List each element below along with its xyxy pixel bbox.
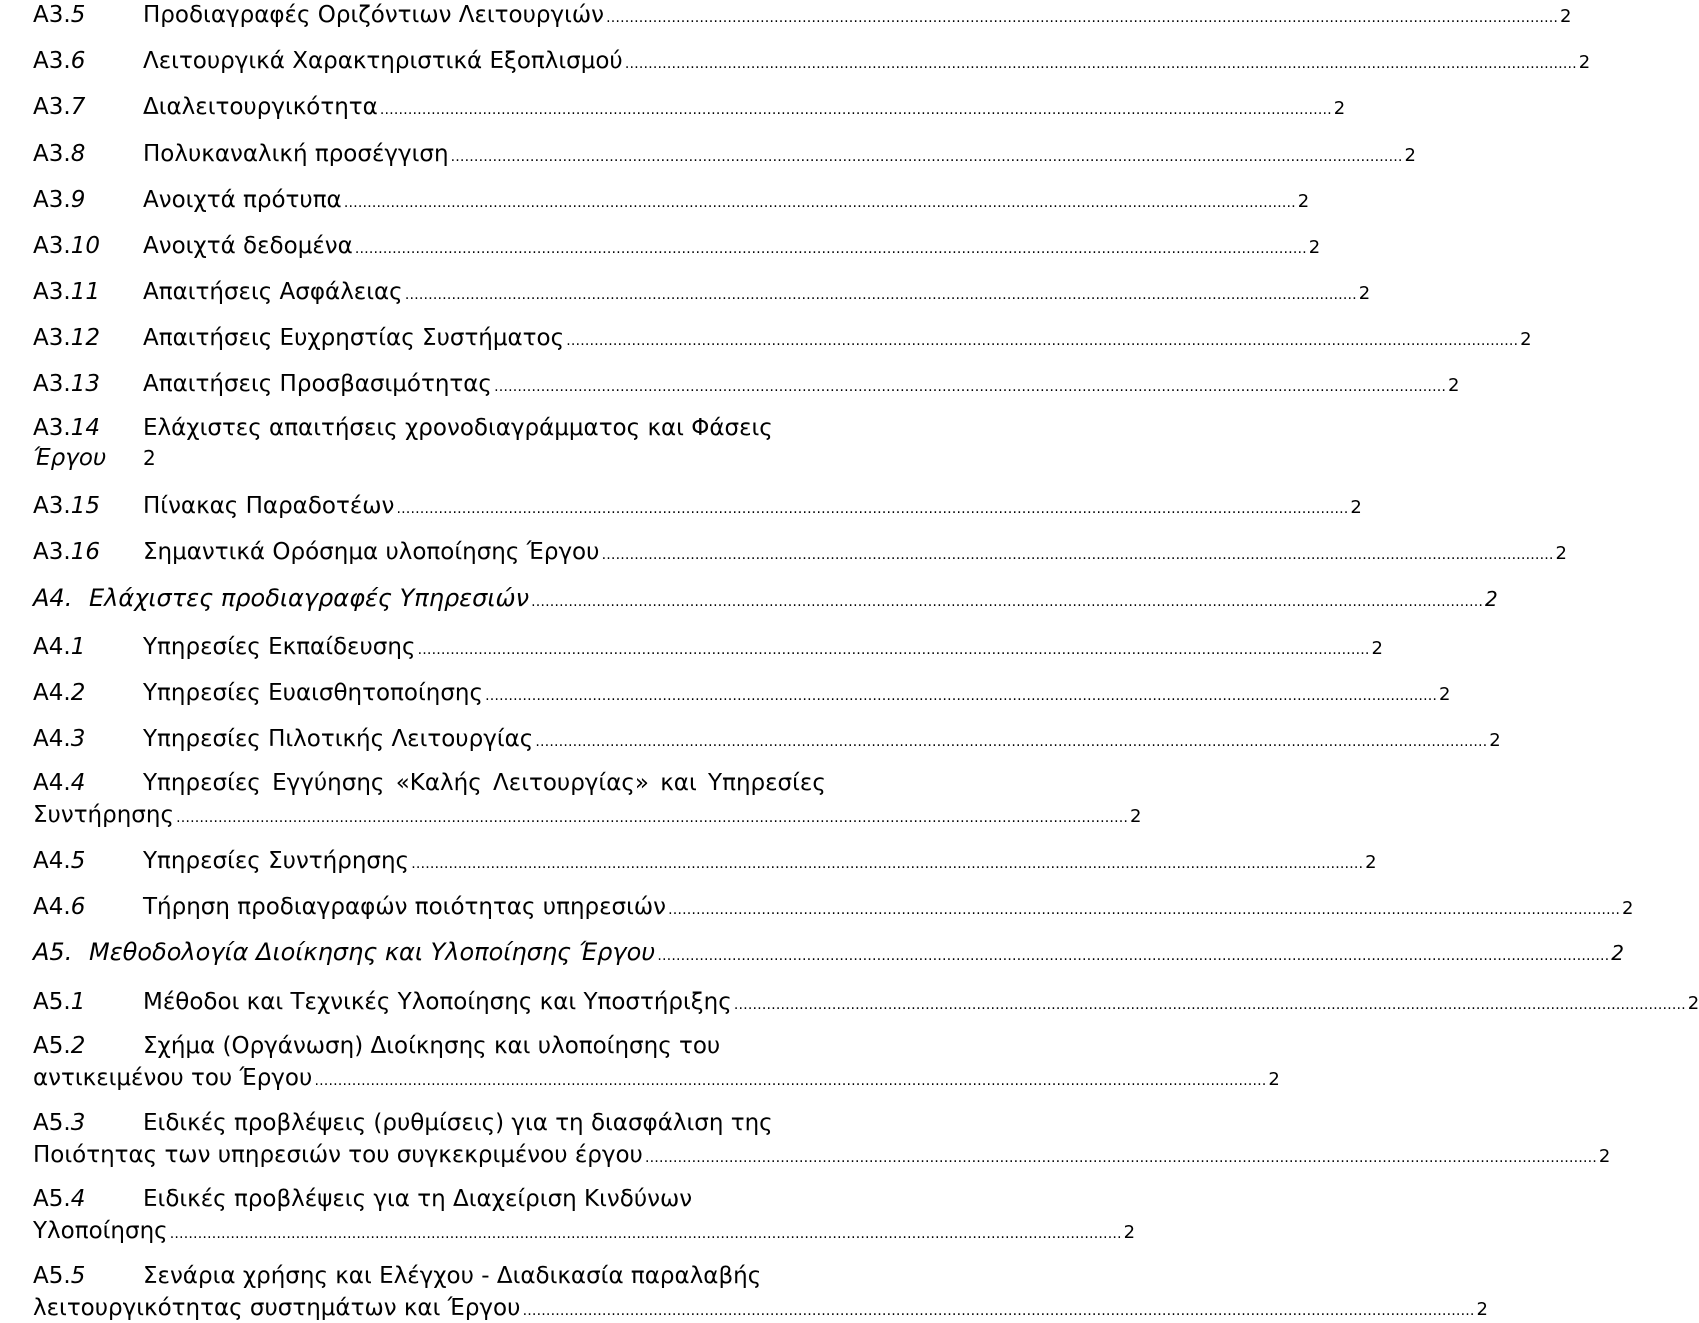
page-number: 2 xyxy=(1123,1222,1136,1243)
entry-number: A3.11 xyxy=(33,279,100,305)
page-number: 2 xyxy=(1560,6,1572,27)
entry-number: A4.2 xyxy=(33,680,86,706)
entry-title: Ανοιχτά δεδομένα xyxy=(143,233,353,259)
page-number: 2 xyxy=(1268,1069,1280,1090)
entry-title: Ανοιχτά πρότυπα xyxy=(143,187,342,213)
page-number: 2 xyxy=(1611,941,1624,965)
entry-number: A4.3 xyxy=(33,726,86,752)
page-number: 2 xyxy=(1447,375,1460,396)
dot-leader xyxy=(170,1226,1122,1242)
entry-title: Σχήμα (Οργάνωση) Διοίκησης και υλοποίησης του xyxy=(143,1033,721,1059)
page-number: 2 xyxy=(1358,283,1371,304)
page-number: 2 xyxy=(1622,898,1634,919)
dot-leader xyxy=(494,379,1446,395)
entry-title: Πίνακας Παραδοτέων xyxy=(143,493,395,519)
entry-number: A4.6 xyxy=(33,894,86,920)
entry-title: Ελάχιστες απαιτήσεις χρονοδιαγράμματος και Φάσεις xyxy=(143,415,773,441)
entry-title-continuation: Υλοποίησης xyxy=(33,1218,168,1244)
entry-number: A5.4 xyxy=(33,1186,86,1212)
entry-title: Πολυκαναλική προσέγγιση xyxy=(143,141,449,167)
page-number: 2 xyxy=(1365,852,1377,873)
entry-number: A3.10 xyxy=(33,233,100,259)
entry-number: A4.4 xyxy=(33,770,86,796)
entry-number: A5.2 xyxy=(33,1033,86,1059)
page-number: 2 xyxy=(1297,191,1310,212)
dot-leader xyxy=(314,1073,1266,1089)
entry-title: Υπηρεσίες Εκπαίδευσης xyxy=(143,634,416,660)
entry-number: A3.15 xyxy=(33,493,100,519)
entry-title: Σημαντικά Ορόσημα υλοποίησης Έργου xyxy=(143,539,600,565)
dot-leader xyxy=(606,10,1558,26)
dot-leader xyxy=(645,1150,1597,1166)
page-number: 2 xyxy=(1438,684,1451,705)
entry-title-continuation: Ποιότητας των υπηρεσιών του συγκεκριμένου έργου xyxy=(33,1142,643,1168)
dot-leader xyxy=(657,948,1609,964)
page-number: 2 xyxy=(1520,329,1532,350)
dot-leader xyxy=(355,241,1307,257)
entry-title: Λειτουργικά Χαρακτηριστικά Εξοπλισμού xyxy=(143,48,623,74)
entry-title: Τήρηση προδιαγραφών ποιότητας υπηρεσιών xyxy=(143,894,667,920)
page-number: 2 xyxy=(1308,237,1321,258)
entry-number: A4. xyxy=(33,584,73,612)
page-number: 2 xyxy=(1555,543,1567,564)
entry-title: Απαιτήσεις Ευχρηστίας Συστήματος xyxy=(143,325,565,351)
entry-title-continuation: Συντήρησης xyxy=(33,802,174,828)
entry-number: A3.8 xyxy=(33,141,86,167)
dot-leader xyxy=(344,195,1296,211)
page-number: 2 xyxy=(1371,638,1383,659)
dot-leader xyxy=(405,287,1357,303)
entry-title: Απαιτήσεις Ασφάλειας xyxy=(143,279,403,305)
entry-title-continuation: λειτουργικότητας συστημάτων και Έργου xyxy=(33,1295,521,1321)
entry-number: A3.13 xyxy=(33,371,100,397)
entry-number: A5.1 xyxy=(33,989,86,1015)
page-number: 2 xyxy=(1333,98,1346,119)
dot-leader xyxy=(176,810,1128,826)
entry-number: A3.6 xyxy=(33,48,86,74)
entry-title: Μεθοδολογία Διοίκησης και Υλοποίησης Έργου xyxy=(89,938,656,966)
entry-number: A3.12 xyxy=(33,325,100,351)
entry-title-continuation: αντικειμένου του Έργου xyxy=(33,1065,313,1091)
entry-title: Μέθοδοι και Τεχνικές Υλοποίησης και Υποστήριξης xyxy=(143,989,732,1015)
dot-leader xyxy=(411,856,1363,872)
entry-title: Ελάχιστες προδιαγραφές Υπηρεσιών xyxy=(89,584,529,612)
dot-leader xyxy=(417,642,1369,658)
entry-title: Υπηρεσίες Ευαισθητοποίησης xyxy=(143,680,483,706)
entry-number: A5.5 xyxy=(33,1263,86,1289)
page-number: 2 xyxy=(1578,52,1591,73)
dot-leader xyxy=(451,149,1403,165)
entry-number: A5. xyxy=(33,938,73,966)
entry-number: A4.5 xyxy=(33,848,86,874)
entry-title: Υπηρεσίες Εγγύησης «Καλής Λειτουργίας» και Υπηρεσίες xyxy=(143,770,826,796)
dot-leader xyxy=(601,547,1553,563)
entry-title: Διαλειτουργικότητα xyxy=(143,94,378,120)
entry-title: Υπηρεσίες Συντήρησης xyxy=(143,848,410,874)
dot-leader xyxy=(625,56,1577,72)
entry-number: A4.1 xyxy=(33,634,86,660)
page-number: 2 xyxy=(1129,806,1142,827)
entry-number: A3.5 xyxy=(33,2,86,28)
entry-title: Υπηρεσίες Πιλοτικής Λειτουργίας xyxy=(143,726,534,752)
dot-leader xyxy=(531,594,1483,610)
entry-number: A5.3 xyxy=(33,1110,86,1136)
entry-number: A3.14 xyxy=(33,415,100,441)
page-number: 2 xyxy=(1404,145,1416,166)
dot-leader xyxy=(380,102,1332,118)
entry-number: A3.16 xyxy=(33,539,100,565)
dot-leader xyxy=(566,333,1518,349)
entry-number: A3.9 xyxy=(33,187,86,213)
dot-leader xyxy=(734,997,1686,1013)
page-number: 2 xyxy=(1598,1146,1611,1167)
entry-title: Σενάρια χρήσης και Ελέγχου - Διαδικασία παραλαβής xyxy=(143,1263,762,1289)
dot-leader xyxy=(485,688,1437,704)
entry-title: Προδιαγραφές Οριζόντιων Λειτουργιών xyxy=(143,2,605,28)
page-number: 2 xyxy=(1476,1299,1488,1320)
entry-title-continuation: Έργου xyxy=(33,445,107,471)
page-number: 2 xyxy=(1489,730,1501,751)
page-number: 2 xyxy=(1485,587,1498,611)
entry-title: Ειδικές προβλέψεις (ρυθμίσεις) για τη διασφάλιση της xyxy=(143,1110,773,1136)
page-number: 2 xyxy=(1687,993,1699,1014)
entry-title: Ειδικές προβλέψεις για τη Διαχείριση Κινδύνων xyxy=(143,1186,693,1212)
dot-leader xyxy=(522,1303,1474,1319)
entry-title: Απαιτήσεις Προσβασιμότητας xyxy=(143,371,492,397)
dot-leader xyxy=(396,501,1348,517)
dot-leader xyxy=(668,902,1620,918)
page-number: 2 xyxy=(1350,497,1362,518)
page-number: 2 xyxy=(143,446,156,470)
entry-number: A3.7 xyxy=(33,94,86,120)
dot-leader xyxy=(535,734,1487,750)
